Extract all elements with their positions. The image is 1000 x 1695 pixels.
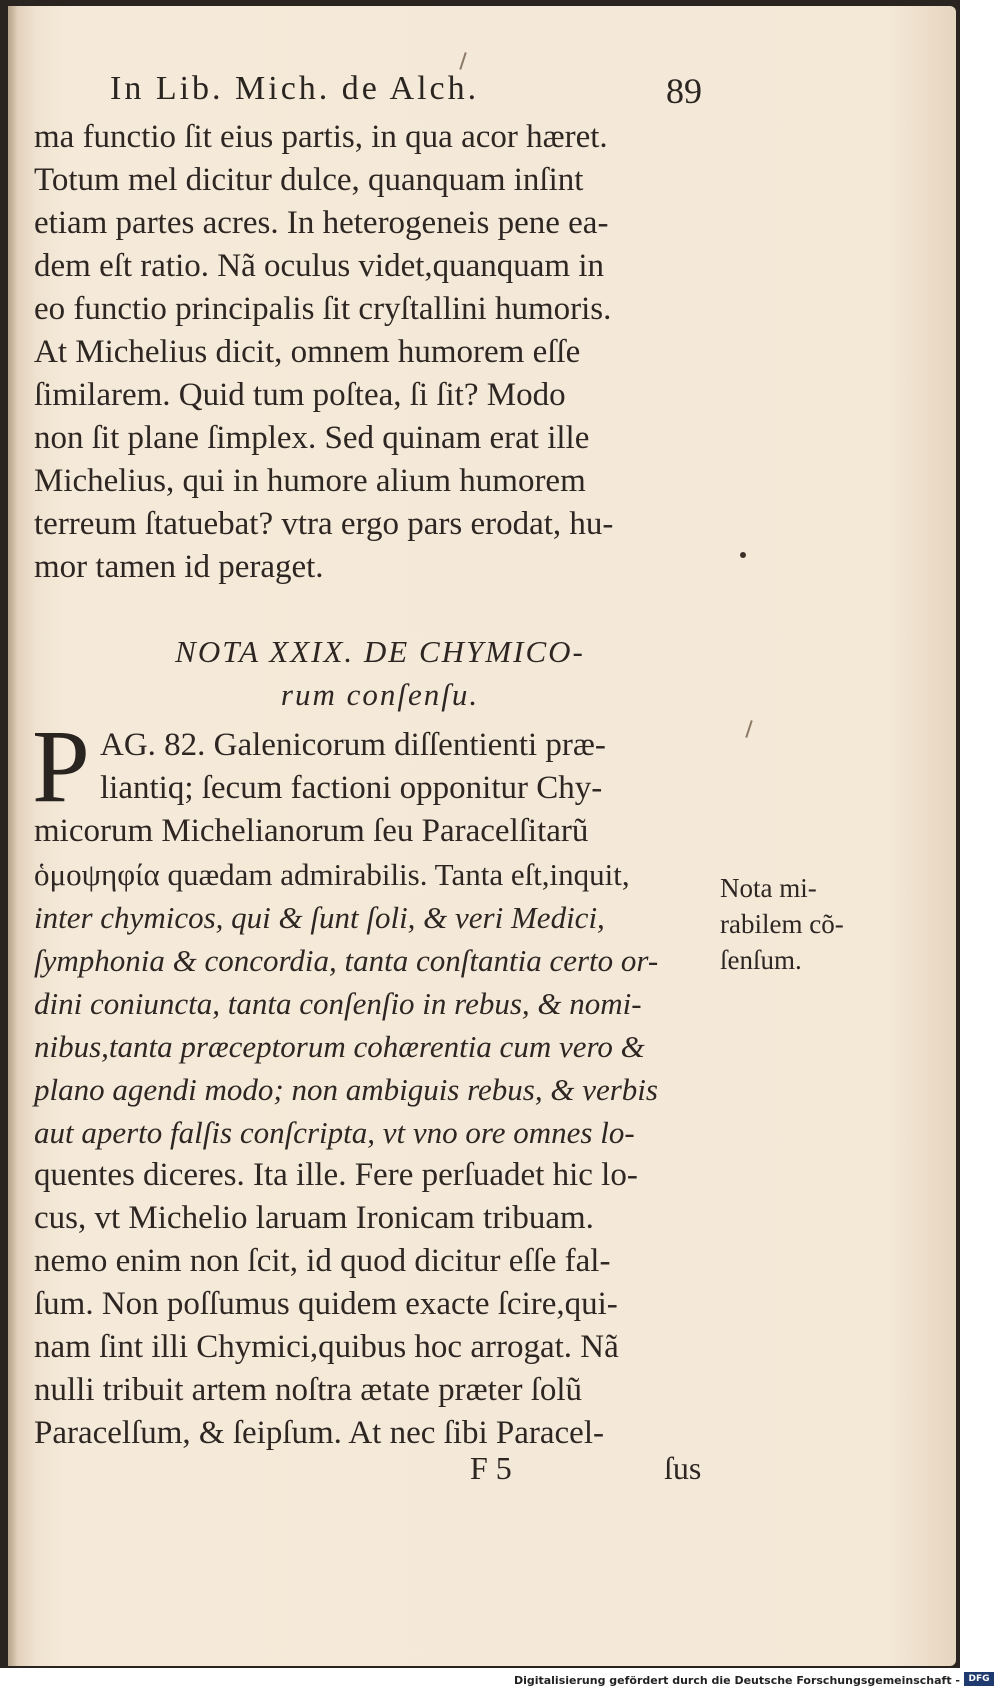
- text-line: quentes diceres. Ita ille. Fere perſuadet hic lo-: [34, 1157, 638, 1193]
- section-heading: NOTA XXIX. DE CHYMICO-: [175, 634, 585, 669]
- text-line: AG. 82. Galenicorum diſſentienti præ-: [100, 727, 606, 763]
- text-line: aut aperto falſis conſcripta, vt vno ore omnes lo-: [34, 1115, 635, 1150]
- text-line: Michelius, qui in humore alium humorem: [34, 463, 586, 499]
- catchword: ſus: [664, 1450, 702, 1486]
- text-line: Totum mel dicitur dulce, quanquam inſint: [34, 162, 584, 198]
- text-line: etiam partes acres. In heterogeneis pene ea-: [34, 205, 609, 241]
- drop-cap: P: [32, 709, 90, 824]
- text-line: At Michelius dicit, omnem humorem eſſe: [34, 334, 581, 370]
- text-line: nulli tribuit artem noſtra ætate præter ſolũ: [34, 1372, 583, 1408]
- text-line: cus, vt Michelio laruam Ironicam tribuam.: [34, 1200, 594, 1236]
- dfg-logo: DFG: [964, 1672, 994, 1686]
- text-line: liantiq; ſecum factioni opponitur Chy-: [100, 770, 603, 806]
- text-line: plano agendi modo; non ambiguis rebus, & verbis: [34, 1072, 658, 1107]
- text-line: nemo enim non ſcit, id quod dicitur eſſe fal-: [34, 1243, 611, 1279]
- text-line: non ſit plane ſimplex. Sed quinam erat ille: [34, 420, 590, 456]
- text-line: Paracelſum, & ſeipſum. At nec ſibi Paracel-: [34, 1415, 604, 1451]
- digitization-credit: Digitalisierung gefördert durch die Deutsche Forschungsgemeinschaft -: [513, 1674, 960, 1687]
- text-line: dini coniuncta, tanta conſenſio in rebus, & nomi-: [34, 986, 642, 1021]
- signature-mark: F 5: [470, 1450, 512, 1486]
- text-line: ma functio ſit eius partis, in qua acor hæret.: [34, 119, 608, 155]
- marginal-note-line: rabilem cõ-: [720, 909, 844, 939]
- marginal-note-line: ſenſum.: [720, 945, 802, 975]
- text-line: dem eſt ratio. Nã oculus videt,quanquam in: [34, 248, 605, 284]
- text-line: nibus,tanta præceptorum cohærentia cum vero &: [34, 1029, 645, 1064]
- text-line: ὁμοψηφία quædam admirabilis. Tanta eſt,inquit,: [34, 857, 630, 892]
- text-line: eo functio principalis ſit cryſtallini humoris.: [34, 291, 612, 327]
- page-number: 89: [666, 71, 702, 111]
- text-line: terreum ſtatuebat? vtra ergo pars erodat, hu-: [34, 506, 614, 542]
- section-subheading: rum conſenſu.: [280, 677, 480, 712]
- text-line: ſimilarem. Quid tum poſtea, ſi ſit? Modo: [34, 377, 566, 413]
- text-line: micorum Michelianorum ſeu Paracelſitarũ: [34, 813, 589, 849]
- gutter-shadow: [8, 6, 18, 1666]
- marginal-note-line: Nota mi-: [720, 873, 817, 903]
- ink-speck: [740, 552, 746, 558]
- running-head: In Lib. Mich. de Alch.: [110, 70, 480, 107]
- text-line: ſymphonia & concordia, tanta conſtantia certo or-: [34, 943, 659, 978]
- text-line: inter chymicos, qui & ſunt ſoli, & veri Medici,: [34, 900, 605, 935]
- text-line: ſum. Non poſſumus quidem exacte ſcire,qui-: [34, 1286, 618, 1322]
- text-line: mor tamen id peraget.: [34, 549, 324, 585]
- text-line: nam ſint illi Chymici,quibus hoc arrogat. Nã: [34, 1329, 619, 1365]
